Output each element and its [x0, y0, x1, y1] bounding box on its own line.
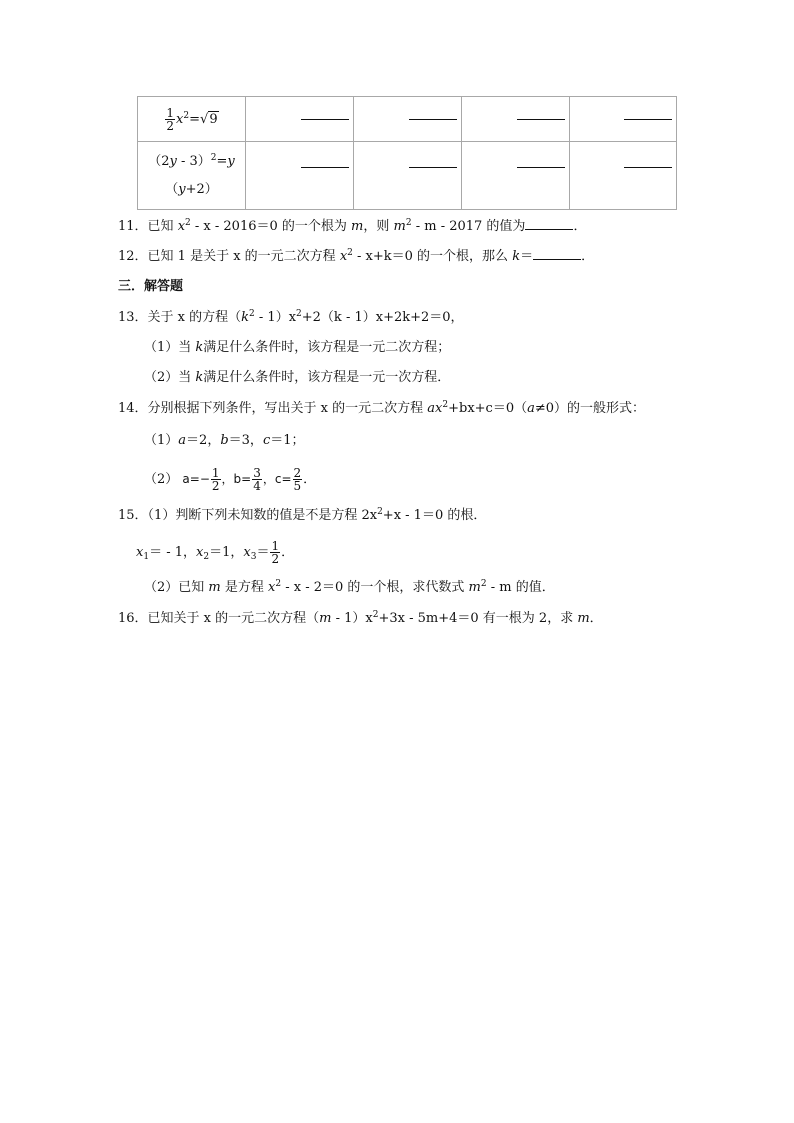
question-12: 12．已知 1 是关于 x 的一元二次方程 $x^2 - x+k=0$ 的一个根，那么 k＝ ． [118, 248, 595, 264]
fraction: $\frac{1}{2}$ [166, 105, 175, 133]
answer-blank[interactable] [517, 119, 565, 120]
question-14-part-2: （2） a=− $\frac{1}{2}$ ，b= $\frac{3}{4}$ ，c= $\frac{2}{5}$ ． [144, 466, 317, 493]
answer-blank[interactable] [525, 217, 573, 230]
question-11: 11．已知 $x^2 - x - 2016=0$ 的一个根为 m，则 $m^2$ - m - 2017 的值为 ． [118, 218, 587, 234]
answer-blank[interactable] [409, 167, 457, 168]
question-13-part-2: （2）当 k满足什么条件时，该方程是一元一次方程． [144, 370, 451, 385]
fraction: $\frac{1}{2}$ [271, 539, 280, 566]
fraction: $\frac{1}{2}$ [211, 466, 220, 493]
question-16: 16．已知关于 x 的一元二次方程$(m - 1)x^2+3x - 5m+4=0$ 有一根为 2，求 m． [118, 610, 603, 626]
equation-cell: （2y - 3）$^2$=y （y+2） [138, 142, 246, 210]
answer-blank[interactable] [301, 119, 349, 120]
answer-blank-cell [570, 142, 677, 210]
table-row [138, 142, 677, 210]
table-row [138, 97, 677, 142]
question-15-part-2: （2）已知 m 是方程 $x^2 - x - 2=0$ 的一个根，求代数式 $m^2$ - m 的值． [144, 579, 555, 595]
answer-blank-cell [462, 97, 570, 142]
answer-blank[interactable] [624, 167, 672, 168]
question-13: 13．关于 x 的方程$(k^2 - 1)x^2+2(k - 1)x+2k+2=0$， [118, 309, 464, 325]
answer-blank[interactable] [409, 119, 457, 120]
question-15: 15．（1）判断下列未知数的值是不是方程 $2x^2+x - 1=0$ 的根． [118, 507, 487, 523]
answer-blank[interactable] [517, 167, 565, 168]
answer-blank-cell [246, 97, 354, 142]
answer-blank[interactable] [624, 119, 672, 120]
section-heading: 三．解答题 [118, 279, 184, 294]
question-15-values: $x_1= - 1$，$x_2=1$，$x_3=$ $\frac{1}{2}$ ． [136, 539, 295, 566]
fraction: $\frac{2}{5}$ [293, 466, 302, 493]
answer-blank-cell [354, 142, 462, 210]
question-14: 14．分别根据下列条件，写出关于 x 的一元二次方程 $ax^2+bx+c=0(a\ne 0)$的一般形式： [118, 400, 646, 416]
sqrt-symbol: √9 [200, 111, 218, 127]
answer-blank-cell [354, 97, 462, 142]
equation-table [137, 96, 677, 210]
answer-blank[interactable] [301, 167, 349, 168]
question-14-part-1: （1）a＝2，b＝3，c＝1； [144, 433, 305, 448]
question-13-part-1: （1）当 k满足什么条件时，该方程是一元二次方程； [144, 340, 451, 355]
answer-blank-cell [570, 97, 677, 142]
equation-cell: $\frac{1}{2}$ $x^2=√9$ [138, 97, 246, 142]
answer-blank-cell [462, 142, 570, 210]
answer-blank[interactable] [533, 247, 581, 260]
answer-blank-cell [246, 142, 354, 210]
fraction: $\frac{3}{4}$ [253, 466, 261, 493]
